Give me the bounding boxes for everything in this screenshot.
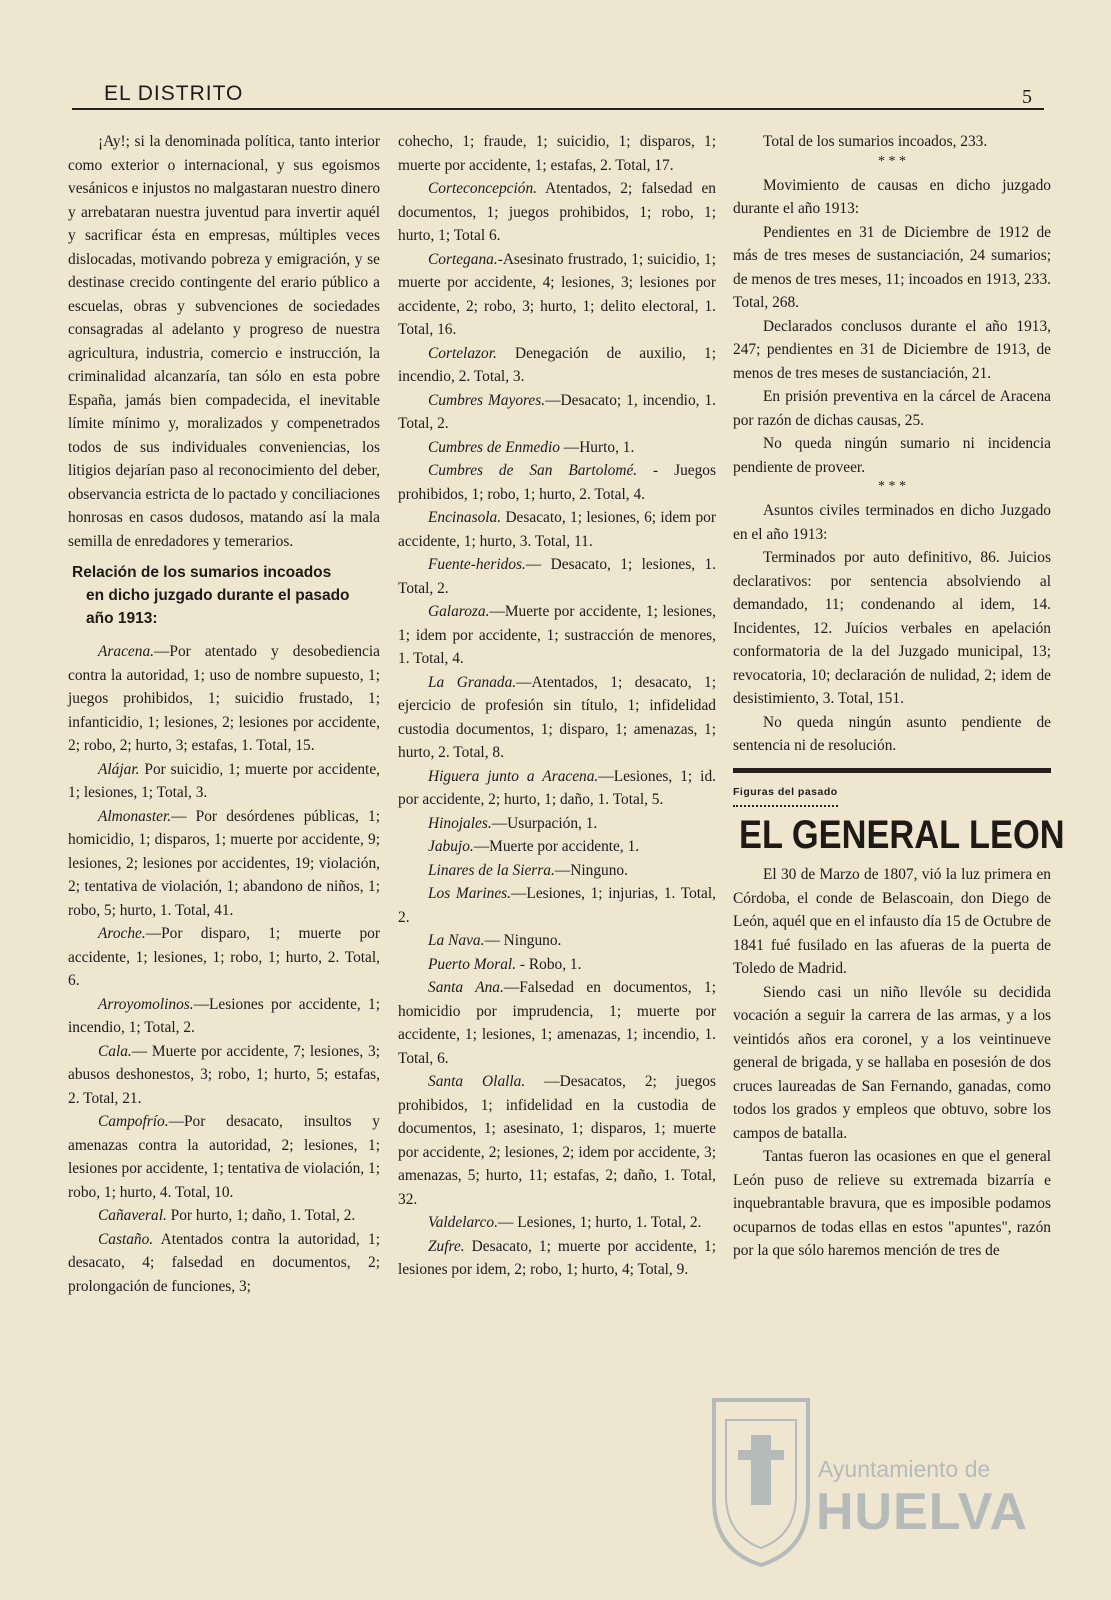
- town-name: Corteconcepción.: [428, 180, 537, 197]
- section-divider: [733, 768, 1051, 773]
- town-name: Fuente-heridos.: [428, 556, 526, 573]
- town-name: Cumbres de Enmedio: [428, 438, 560, 456]
- col2-entries: [398, 177, 716, 1282]
- town-name: Cumbres de San Bartolomé.: [428, 462, 638, 479]
- entry-text: —Usurpación, 1.: [491, 814, 598, 832]
- header-rule: [72, 108, 1044, 110]
- town-name: Aroche.: [98, 925, 146, 942]
- paragraph: Pendientes en 31 de Diciembre de 1912 de más de tres meses de sustanciación, 24 sumarios; de menos de tres meses, 11; incoados en 1913, 233. Total, 268.: [733, 223, 1051, 311]
- entry-paragraph: [398, 248, 716, 342]
- town-name: Zufre.: [428, 1237, 465, 1255]
- town-name: Arroyomolinos.: [98, 995, 194, 1013]
- article-kicker: Figuras del pasado: [733, 781, 838, 808]
- paragraph: Tantas fueron las ocasiones en que el general León puso de relieve su extremada bizarría e inquebrantable bravura, que es imposible podamos ocuparnos de todas ellas en estos "apuntes", razón por la que sólo haremos mención de tres de: [733, 1148, 1051, 1259]
- entry-paragraph: [398, 929, 716, 953]
- intro-paragraph: ¡Ay!; si la denominada política, tanto interior como exterior o internacional, y sus egoismos vesánicos e injustos no malgastaran nuestro dinero y arrebataran nuestra juventud para invertir aquél y sacrificar ésta en empresas, múltiples veces dislocadas, motivando pobreza y emigración, y se destinase crecido contingente del erario público a escuelas, obras y subvenciones de sociedades consagradas al adelanto y progreso de nuestra agricultura, industria, comercio e instrucción, la criminalidad alcanzaría, tan sólo en esta pobre España, jamás bien compadecida, el inevitable límite mínimo y, moralizados y compenetrados todos de sus individuales conveniencias, los litigios dejarían paso al reconocimiento del deber, observancia estricta de lo pactado y conciliaciones honrosas en casos dudosos, matando así la mala semilla de enredadores y temerarios.: [68, 133, 381, 550]
- watermark-line2: HUELVA: [816, 1483, 1029, 1541]
- town-name: Castaño.: [98, 1230, 154, 1248]
- entry-paragraph: [398, 882, 716, 929]
- entry-paragraph: [68, 805, 380, 923]
- paragraph: Siendo casi un niño llevóle su decidida vocación a seguir la carrera de las armas, y a los veintidós años era coronel, y a los veintinueve general de brigada, y se hallaba en posesión de dos cruces laureadas de San Fernando, ganadas, como todos los grados y empleos que obtuvo, sobre los campos de batalla.: [733, 983, 1051, 1142]
- paragraph: No queda ningún asunto pendiente de sentencia ni de resolución.: [733, 713, 1051, 754]
- page-header: [72, 80, 1044, 110]
- entry-text: —Falsedad en documentos, 1; homicidio por imprudencia, 1; muerte por accidente, 1; lesiones, 1; amenazas, 1; incendio, 1. Total, 6.: [398, 979, 716, 1067]
- entry-text: — Desacato, 1; lesiones, 1. Total, 2.: [398, 556, 716, 597]
- page-number: 5: [1022, 86, 1032, 108]
- asterism: * * *: [878, 153, 906, 169]
- entry-paragraph: [398, 436, 716, 460]
- entry-text: Por hurto, 1; daño, 1. Total, 2.: [166, 1207, 356, 1224]
- watermark-line1: Ayuntamiento de: [818, 1456, 991, 1482]
- paragraph: No queda ningún sumario ni incidencia pendiente de proveer.: [733, 435, 1051, 476]
- town-name: Linares de la Sierra.: [428, 861, 555, 879]
- town-name: Santa Olalla.: [428, 1073, 526, 1090]
- entry-paragraph: [398, 389, 716, 436]
- civiles-block: [733, 499, 1051, 758]
- town-name: Higuera junto a Aracena.: [428, 767, 599, 785]
- entry-paragraph: [68, 1228, 380, 1299]
- town-name: Campofrío.: [98, 1113, 169, 1130]
- article-title: EL GENERAL LEON: [739, 813, 1065, 857]
- entry-text: — Ninguno.: [484, 932, 562, 949]
- entry-paragraph: [398, 1211, 716, 1235]
- entry-text: -Asesinato frustrado, 1; suicidio, 1; muerte por accidente, 4; lesiones, 3; lesiones por accidente, 2; robo, 3; hurto, 1; delito electoral, 1. Total, 16.: [398, 250, 716, 338]
- town-name: Cañaveral.: [98, 1207, 167, 1224]
- entry-paragraph: [398, 1070, 716, 1211]
- entry-text: Desacato, 1; muerte por accidente, 1; lesiones por idem, 2; robo, 1; hurto, 4; Total, 9.: [398, 1237, 716, 1278]
- column-2: [398, 130, 716, 1282]
- paragraph: El 30 de Marzo de 1807, vió la luz primera en Córdoba, el conde de Belascoain, don Diego de León, aquél que en el infausto día 15 de Octubre de 1841 fué fusilado en las afueras de la puerta de Toledo de Madrid.: [733, 866, 1051, 977]
- section-heading: [68, 561, 380, 630]
- entry-text: —Hurto, 1.: [559, 438, 635, 456]
- article-body: [733, 863, 1051, 1263]
- entry-paragraph: [398, 976, 716, 1070]
- entry-paragraph: [68, 1110, 380, 1204]
- section-heading-line1: Relación de los sumarios incoados: [72, 564, 332, 581]
- entry-text: —Muerte por accidente, 1; lesiones, 1; idem por accidente, 1; sustracción de menores, 1. Total, 4.: [398, 603, 716, 667]
- archive-watermark: [706, 1390, 1046, 1570]
- continuation-paragraph: cohecho, 1; fraude, 1; suicidio, 1; disparos, 1; muerte por accidente, 1; estafas, 2. Total, 17.: [398, 133, 716, 174]
- entry-text: —Desacato; 1, incendio, 1. Total, 2.: [398, 391, 716, 432]
- entry-text: Denegación de auxilio, 1; incendio, 2. Total, 3.: [398, 344, 716, 385]
- entry-text: —Lesiones por accidente, 1; incendio, 1; Total, 2.: [68, 995, 380, 1036]
- entry-text: — Muerte por accidente, 7; lesiones, 3; abusos deshonestos, 3; robo, 1; hurto, 5; estafas, 2. Total, 21.: [68, 1042, 380, 1107]
- entry-paragraph: [398, 553, 716, 600]
- town-name: Aracena.: [98, 643, 154, 660]
- town-name: Hinojales.: [428, 814, 492, 832]
- entry-text: — Lesiones, 1; hurto, 1. Total, 2.: [497, 1214, 702, 1231]
- entry-paragraph: [398, 859, 716, 883]
- entry-paragraph: [398, 671, 716, 765]
- entry-text: —Ninguno.: [554, 861, 628, 879]
- entry-paragraph: [68, 640, 380, 758]
- entry-paragraph: [398, 765, 716, 812]
- entry-text: —Por atentado y desobediencia contra la autoridad, 1; uso de nombre supuesto, 1; juegos prohibidos, 1; suicidio frustado, 1; infanticidio, 1; lesiones, 2; lesiones por accidente, 2; robo, 2; hurto, 3; estafas, 1. Total, 15.: [68, 643, 380, 754]
- entry-text: - Juegos prohibidos, 1; robo, 1; hurto, 2. Total, 4.: [398, 462, 716, 503]
- coat-of-arms-icon: [706, 1390, 816, 1570]
- entry-paragraph: [398, 177, 716, 248]
- entry-text: Desacato, 1; lesiones, 6; idem por accidente, 1; hurto, 3. Total, 11.: [398, 509, 716, 550]
- entry-text: —Atentados, 1; desacato, 1; ejercicio de profesión sin título, 1; infidelidad custodia documentos, 1; disparo, 1; amenazas, 1; hurto, 2. Total, 8.: [398, 673, 716, 761]
- entry-text: —Lesiones, 1; injurias, 1. Total, 2.: [398, 885, 716, 926]
- entry-text: —Desacatos, 2; juegos prohibidos, 1; infidelidad en la custodia de documentos, 1; asesinato, 1; disparos, 1; muerte por accidente, 2; lesiones, 2; idem por accidente, 3; amenazas, 5; hurto, 11; estafas, 2; daño, 1. Total, 32.: [398, 1073, 716, 1208]
- town-name: Cortegana.: [428, 250, 498, 268]
- entry-paragraph: [68, 993, 380, 1040]
- entry-paragraph: [398, 835, 716, 859]
- entry-paragraph: [398, 953, 716, 977]
- town-name: Alájar.: [98, 760, 140, 778]
- town-name: Almonaster.: [98, 807, 172, 825]
- entry-text: Atentados, 2; falsedad en documentos, 1; juegos prohibidos, 1; robo, 1; hurto, 1; Total 6.: [398, 180, 716, 244]
- entry-text: —Lesiones, 1; id. por accidente, 2; hurto, 1; daño, 1. Total, 5.: [398, 767, 716, 808]
- paragraph: Asuntos civiles terminados en dicho Juzgado en el año 1913:: [733, 502, 1051, 543]
- paragraph: En prisión preventiva en la cárcel de Aracena por razón de dichas causas, 25.: [733, 388, 1051, 429]
- entry-text: Por suicidio, 1; muerte por accidente, 1; lesiones, 1; Total, 3.: [68, 760, 380, 801]
- paragraph: Movimiento de causas en dicho juzgado durante el año 1913:: [733, 176, 1051, 217]
- town-name: La Nava.: [428, 932, 485, 949]
- entry-paragraph: [398, 600, 716, 671]
- total-sumarios: Total de los sumarios incoados, 233.: [763, 133, 988, 150]
- town-name: Puerto Moral.: [428, 955, 517, 973]
- entry-paragraph: [398, 812, 716, 836]
- entry-text: —Por desacato, insultos y amenazas contra la autoridad, 2; lesiones, 1; lesiones por accidente, 1; tentativa de violación, 1; robo, 1; hurto, 4. Total, 10.: [68, 1113, 380, 1201]
- entry-paragraph: [68, 758, 380, 805]
- entry-paragraph: [398, 459, 716, 506]
- town-name: Los Marines.: [428, 885, 512, 902]
- column-3: [733, 130, 1065, 1263]
- entry-text: — Por desórdenes públicas, 1; homicidio, 1; disparos, 1; muerte por accidente, 9; lesiones, 2; lesiones por accidentes, 19; violación, 2; tentativa de violación, 1; abandono de niños, 1; robo, 5; hurto, 1. Total, 41.: [68, 807, 380, 919]
- town-name: Cumbres Mayores.: [428, 391, 546, 409]
- entry-paragraph: [398, 1235, 716, 1282]
- town-name: Encinasola.: [428, 509, 502, 526]
- entry-paragraph: [398, 506, 716, 553]
- movimiento-block: [733, 174, 1051, 480]
- town-name: Valdelarco.: [428, 1214, 498, 1231]
- town-name: Cortelazor.: [428, 344, 497, 362]
- asterism-2: * * *: [878, 479, 906, 494]
- entry-text: - Robo, 1.: [516, 955, 582, 973]
- town-name: La Granada.: [428, 673, 517, 691]
- newspaper-title: EL DISTRITO: [104, 82, 244, 105]
- town-name: Jabujo.: [428, 838, 474, 855]
- town-name: Santa Ana.: [428, 979, 504, 996]
- entry-paragraph: [68, 1040, 380, 1111]
- town-name: Cala.: [98, 1042, 132, 1060]
- paragraph: Declarados conclusos durante el año 1913, 247; pendientes en 31 de Diciembre de 1913, de menos de tres meses de sustanciación, 21.: [733, 317, 1051, 382]
- entry-text: —Muerte por accidente, 1.: [473, 838, 640, 855]
- entry-paragraph: [68, 922, 380, 993]
- entry-text: Atentados contra la autoridad, 1; desacato, 4; falsedad en documentos, 2; prolongación de funciones, 3;: [68, 1230, 380, 1295]
- column-1: [68, 130, 380, 1298]
- town-name: Galaroza.: [428, 603, 490, 620]
- entry-text: —Por disparo, 1; muerte por accidente, 1; lesiones, 1; robo, 1; hurto, 2. Total, 6.: [68, 925, 380, 989]
- entry-paragraph: [398, 342, 716, 389]
- col1-entries: [68, 640, 380, 1298]
- paragraph: Terminados por auto definitivo, 86. Juicios declarativos: por sentencia absolviendo al demandado, 11; condenando al idem, 14. Incidentes, 12. Juícios verbales en apelación conformatoria de la del Juzgado municipal, 13; revocatoria, 10; declaración de nulidad, 2; idem de desistimiento, 3. Total, 151.: [733, 549, 1051, 707]
- section-heading-line2: en dicho juzgado durante el pasado año 1913:: [86, 587, 350, 627]
- entry-paragraph: [68, 1204, 380, 1228]
